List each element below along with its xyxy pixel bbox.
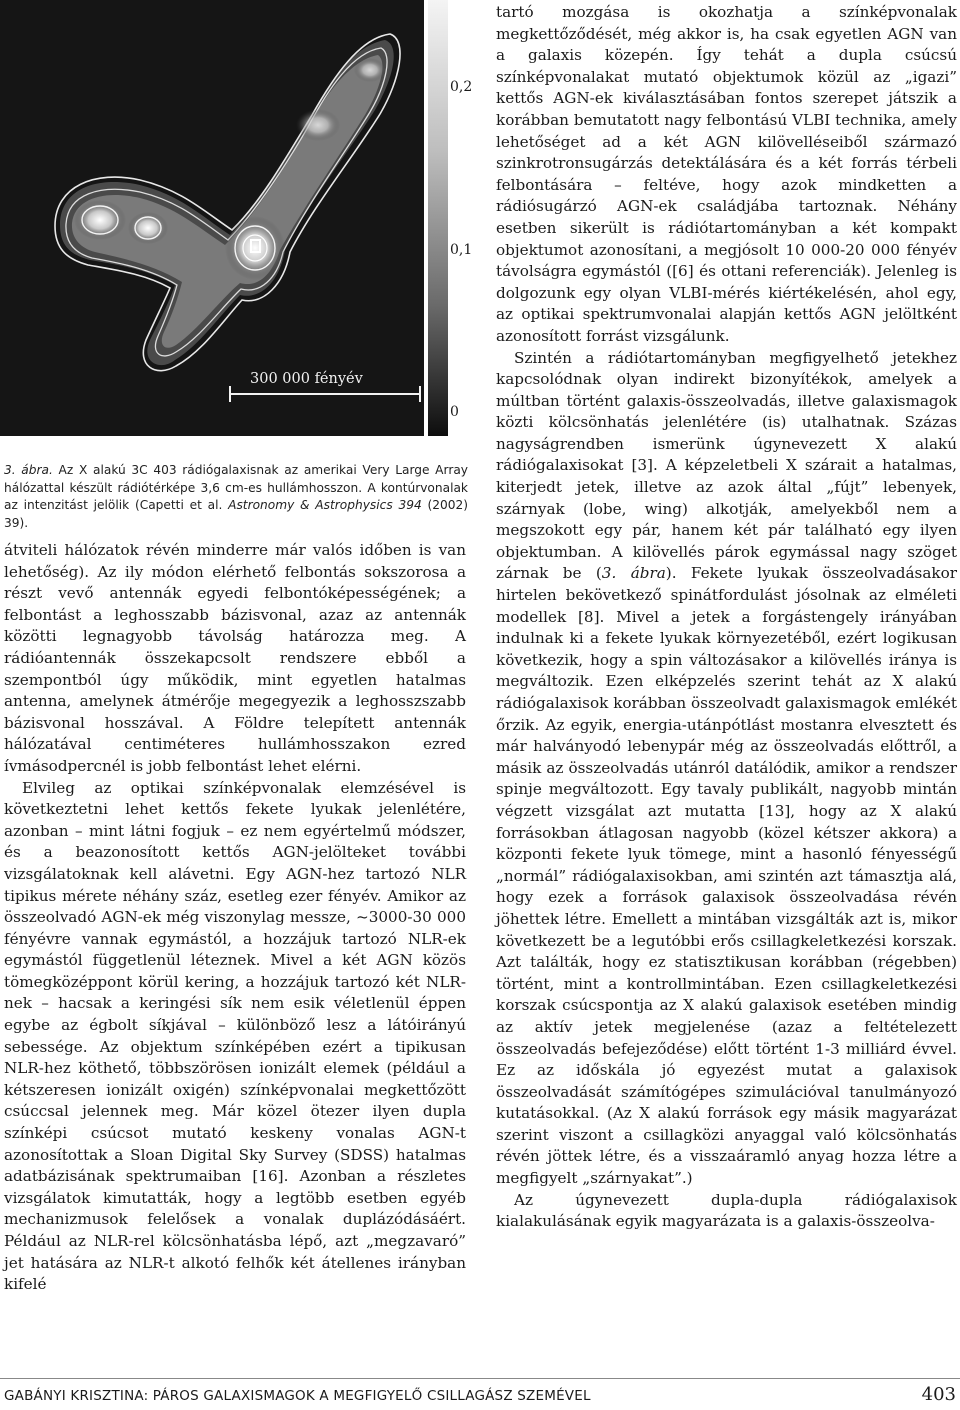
- colorbar-tick-zero: 0: [450, 404, 459, 420]
- right-paragraph-2-start: Szintén a rádiótartományban megfigyelhető jetekhez kapcsolódnak olyan indirekt bizonyítékok, amelyek a múltban történt galaxis-összeolvadás, illetve galaxismagok közti kölcsönhatás jelenlétére (is) utalhatnak. Százas nagyságrendben ismerünk úgynevezett X alakú rádiógalaxisokat [3]. A képzeletbeli X szárait a hatalmas, kiterjedt jetek, illetve az azok által „fújt” lebenyek, szárnyak (lobe, wing) alkotják, amelyekből nem a megszokott egy pár, hanem két pár található egy ilyen objektumban. A kilövellés párok egymással nagy szöget zárnak be (: [496, 348, 957, 583]
- page-number: 403: [921, 1384, 956, 1405]
- right-paragraph-3: Az úgynevezett dupla-dupla rádiógalaxisok kialakulásának egyik magyarázata is a galaxis-összeolva-: [496, 1190, 957, 1231]
- left-paragraph-2: Elvileg az optikai színképvonalak elemzésével is következtetni lehet kettős fekete lyukak jelenlétére, azonban – mint látni fogjuk – ez nem egyértelmű módszer, és a beazonosított kettős AGN-jelölteket további vizsgálatoknak kell alávetni. Egy AGN-hez tartozó NLR tipikus mérete néhány száz, esetleg ezer fényév. Amikor az összeolvadó AGN-ek még viszonylag messze, ~3000-30 000 fényévre vannak egymástól, a hozzájuk tartozó NLR-ek egymástól függetlenül léteznek. Mivel a két AGN közös tömegközéppont körül kering, a hozzájuk tartozó két NLR-nek – hacsak a keringési sík nem esik véletlenül éppen egybe az égbolt síkjával – különböző lesz a látóirányú sebessége. Az objektum színképében ezért a tipikusan NLR-hez köthető, többszörösen ionizált elemek (például a kétszeresen ionizált oxigén) színképvonalai megkettőzött csúccsal jelennek meg. Már közel ötezer ilyen dupla színképi csúcsot mutató keskeny vonalas AGN-t azonosítottak a Sloan Digital Sky Survey (SDSS) hatalmas adatbázisának spektrumaiban [16]. Azonban a részletes vizsgálatok kimutatták, hogy a legtöbb esetben egyéb mechanizmusok felelősek a vonalak duplázódásáért. Például az NLR-rel kölcsönhatásba lépő, azt „megzavaró” jet hatására az NLR-t alkotó felhők két átellenes irányban kifelé: [4, 778, 466, 1294]
- radio-map-image: [0, 0, 424, 436]
- right-paragraph-1: tartó mozgása is okozhatja a színképvonalak megkettőződését, még akkor is, ha csak egyetlen AGN van a galaxis közepén. Így tehát a dupla csúcsú színképvonalakat mutató objektumok közül az „igazi” kettős AGN-ek kiválasztásában fontos szerepet játszik a korábban bemutatott nagy felbontású VLBI technika, amely lehetőséget ad a két AGN kilövelléseiből származó szinkrotronsugárzás detektálására és a két forrás térbeli felbontására – feltéve, hogy azok mindketten a rádiósugárzó AGN-ek családjába tartoznak. Néhány esetben sikerült is rádiótartományban a két kompakt objektumot azonosítani, a megjósolt 10 000-20 000 fényév távolságra egymástól ([6] és ottani referenciák). Jelenleg is dolgozunk egy olyan VLBI-mérés kiértékelésén, ahol egy, az optikai spektrumvonalai alapján kettős AGN jelöltként azonosított forrást vizsgálunk.: [496, 3, 957, 345]
- right-paragraph-2-end: ). Fekete lyukak összeolvadásakor hirtelen bekövetkező spinátfordulást jósolnak az elméleti modellek [8]. Mivel a jetek a forgástengely irányában indulnak ki a fekete lyukak környezetéből, ezért logikusan következik, hogy a spin változásakor a kilövellés iránya is megváltozik. Ezen elképzelés szerint tehát az X alakú rádiógalaxisok korábban összeolvadt galaxismagok emlékét őrzik. Az egyik, energia-utánpótlást mostanra elvesztett és már halványodó lebenypár még az összeolvadás előttről, a másik az összeolvadás utánról datálódik, amikor a rendszer spinje megváltozott. Egy tavaly publikált, nagyobb mintán végzett vizsgálat azt mutatta [13], hogy az X alakú forrásokban átlagosan nagyobb (közel kétszer akkora) a központi fekete lyuk tömege, mint a hasonló fényességű „normál” rádiógalaxisokban, ami szintén azt támasztja alá, hogy ezek a források galaxisok összeolvadása révén jöhettek létre. Emellett a mintában vizsgálták azt is, mikor következett be a legutóbbi erős csillagkeletkezési korszak. Azt találták, hogy ez statisztikusan korábban (régebben) történt, mint a kontrollmintában. Ezen csillagkeletkezési korszak csúcspontja az X alakú galaxisok esetében mindig az aktív jetek megjelenése (azaz a feltételezett összeolvadás befejeződése) előtt történt 1-3 milliárd évvel. Ez az időskála jó egyezést mutat a galaxisok összeolvadását számítógépes szimulációval tanulmányozó kutatásokkal. (Az X alakú források egy másik magyarázat szerint viszont a csillagközi anyaggal való kölcsönhatás révén jöttek létre, és a visszaáramló anyag hozza létre a megfigyelt „szárnyakat”.): [496, 564, 957, 1188]
- running-title: GABÁNYI KRISZTINA: PÁROS GALAXISMAGOK A MEGFIGYELŐ CSILLAGÁSZ SZEMÉVEL: [4, 1388, 591, 1404]
- caption-journal: Astronomy & Astrophysics 394: [228, 498, 422, 512]
- figure-caption: [4, 462, 468, 532]
- caption-text-2: (2002) 39).: [4, 498, 468, 530]
- intensity-colorbar: [428, 0, 448, 436]
- left-column: [4, 540, 466, 1296]
- left-paragraph-1: átviteli hálózatok révén minderre már valós időben is van lehetőség). Az ily módon elérhető felbontás sokszorosa a részt vevő antennák egyedi felbontóképességének; a felbontást a leghosszabb bázisvonal, azaz az antennák közötti legnagyobb távolság határozza meg. A rádióantennák összekapcsolt rendszere ebből a szempontból úgy működik, mint egyetlen hatalmas antenna, amelynek átmérője megegyezik a leghosszszabb bázisvonal hosszával. A Földre telepített antennák hálózatával centiméteres hullámhosszakon ezred ívmásodpercnél is jobb felbontást lehet elérni.: [4, 541, 466, 775]
- colorbar-tick-mid: 0,1: [450, 242, 473, 258]
- caption-label: 3. ábra.: [4, 463, 53, 477]
- right-column: [496, 2, 957, 1233]
- caption-text-1: Az X alakú 3C 403 rádiógalaxisnak az amerikai Very Large Array hálózattal készült rádiótérképe 3,6 cm-es hullámhosszon. A kontúrvonalak az intenzitást jelölik (Capetti et al.: [4, 463, 469, 512]
- radio-map-figure: [0, 0, 476, 436]
- page-footer: [0, 1386, 960, 1410]
- figure-reference: 3. ábra: [601, 564, 666, 583]
- footer-rule: [0, 1378, 960, 1379]
- right-paragraph-2: [496, 348, 957, 1190]
- colorbar-tick-high: 0,2: [450, 79, 473, 95]
- scale-bar-label: 300 000 fényév: [250, 371, 363, 387]
